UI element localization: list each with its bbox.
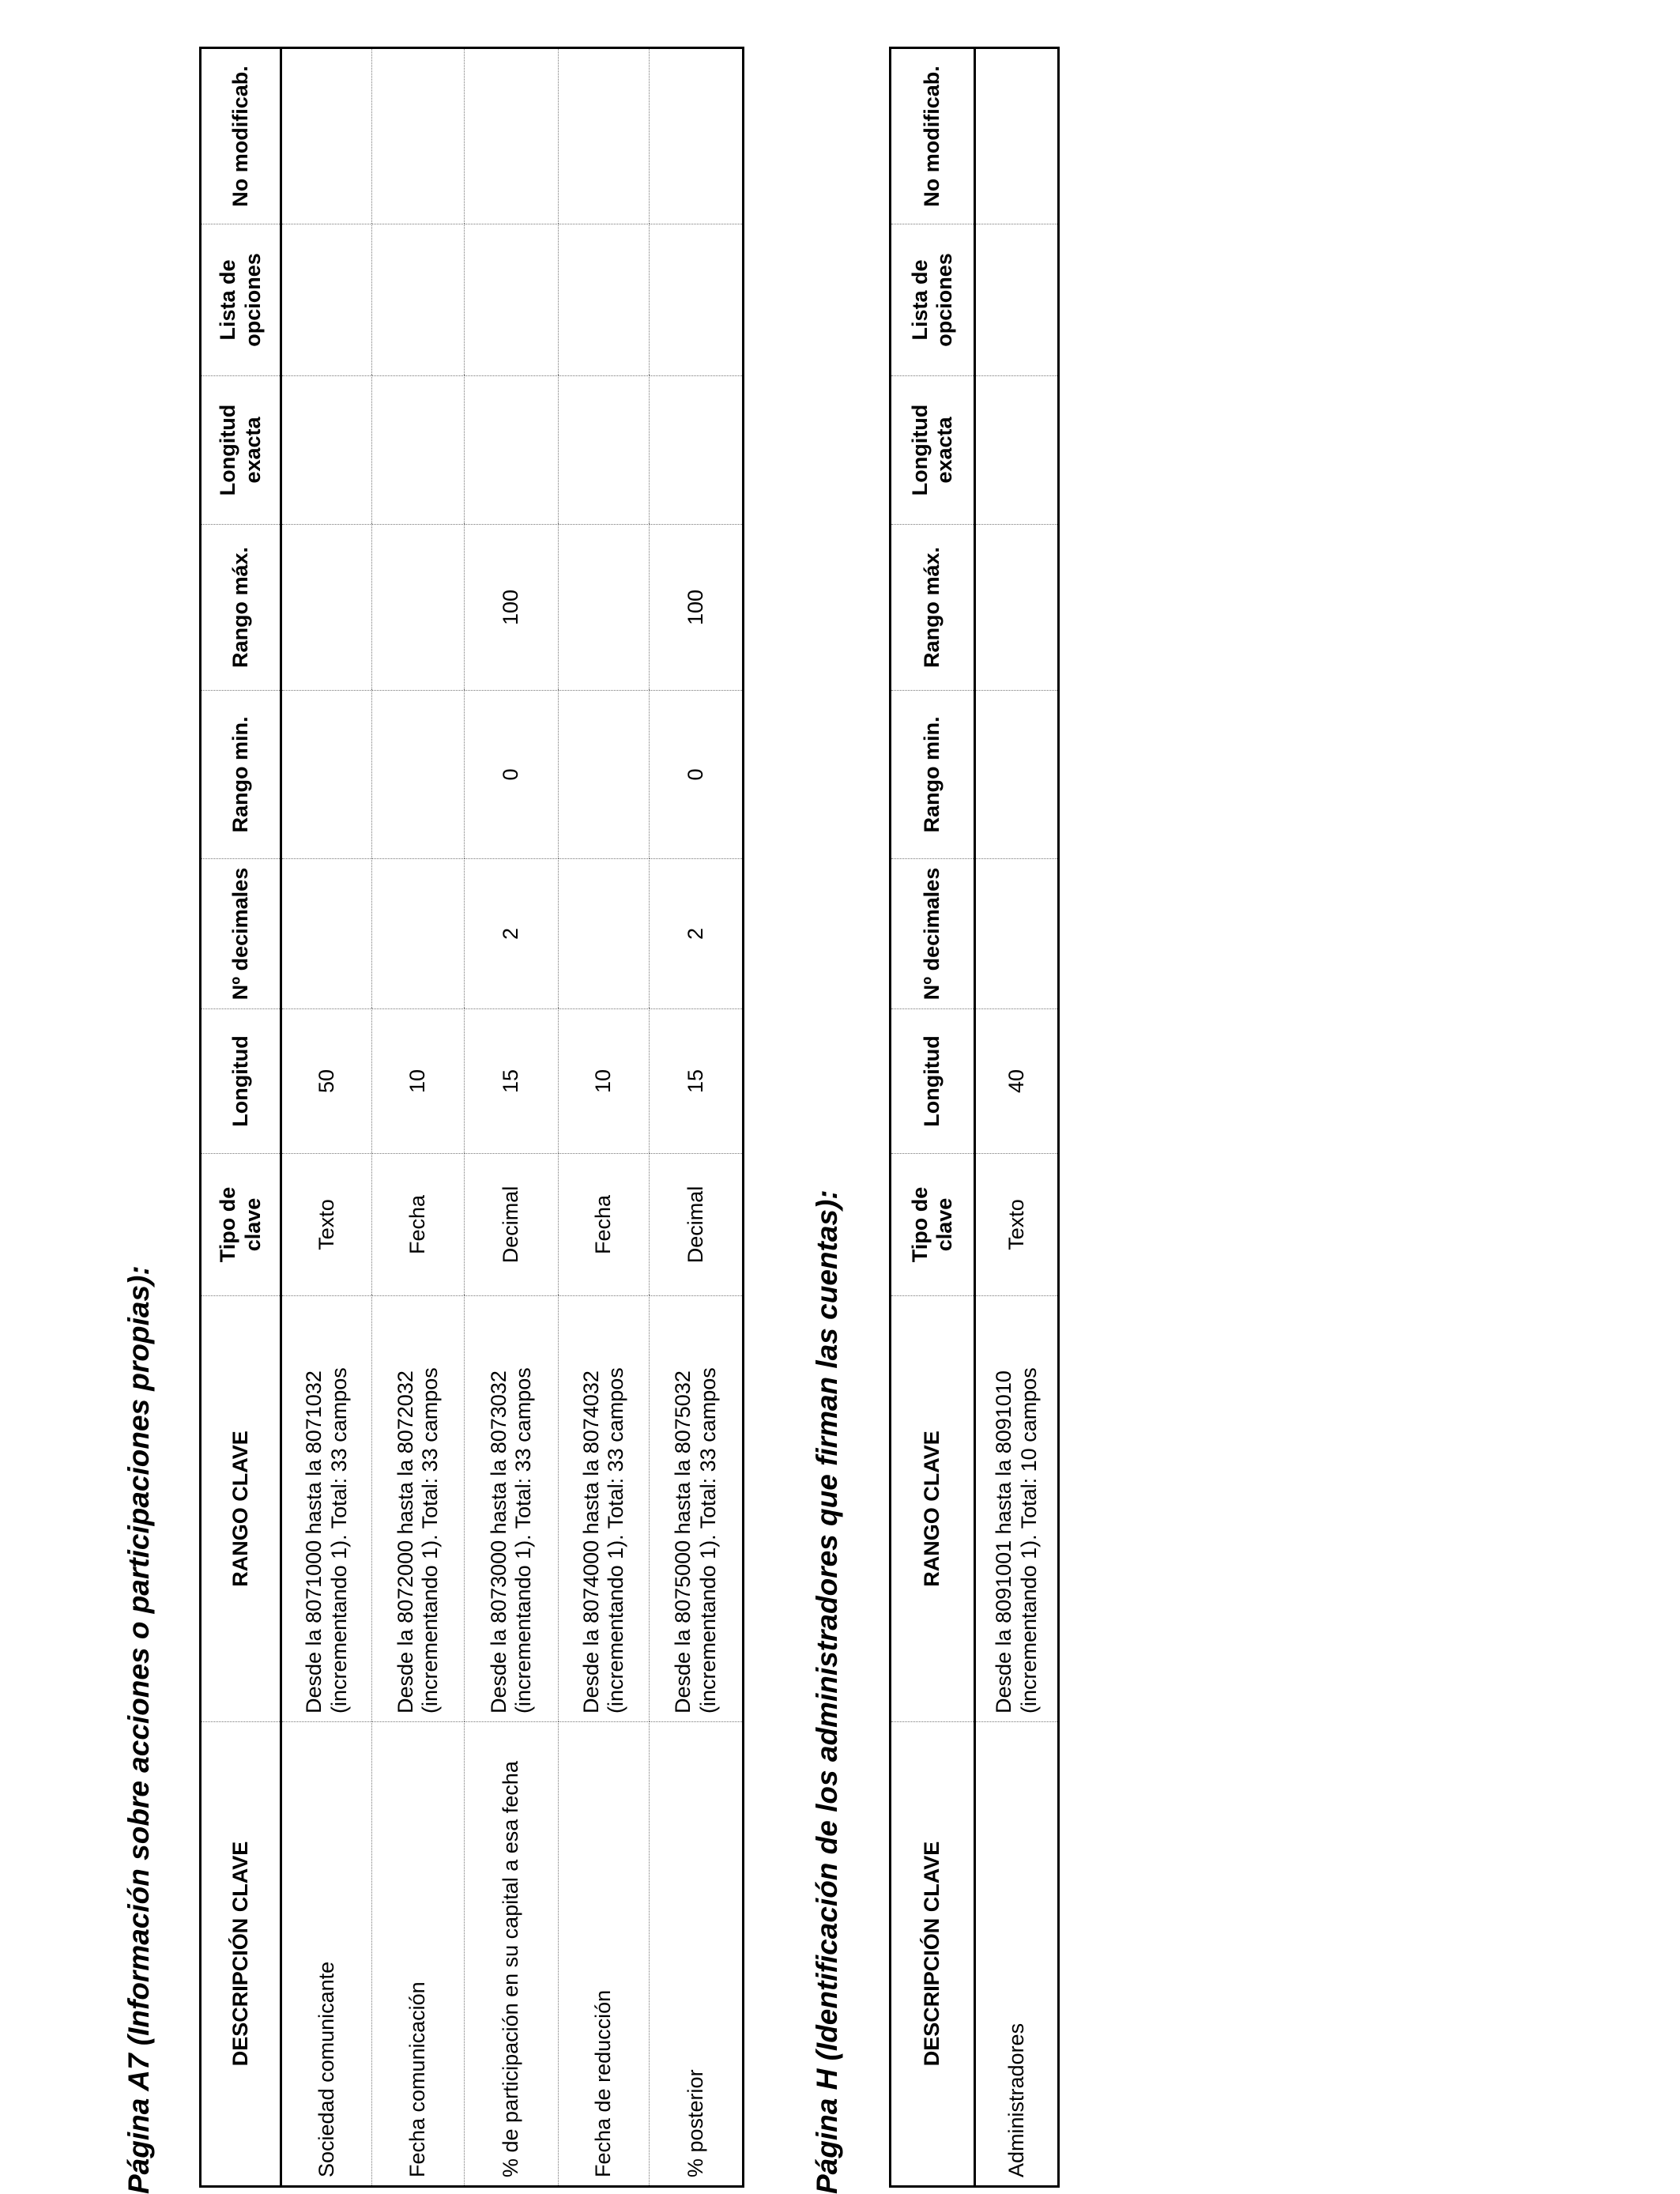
cell-longitud: 10 [372, 1009, 465, 1154]
section-h-title: Página H (Identificación de los administradores que firman las cuentas): [811, 1189, 843, 2194]
cell-descripcion: Administradores [975, 1722, 1059, 2187]
cell-descripcion: Sociedad comunicante [281, 1722, 372, 2187]
cell-lista [372, 224, 465, 376]
col-header-tipo-clave: Tipo de clave [891, 1154, 975, 1296]
cell-nomod [975, 48, 1059, 224]
cell-rango: Desde la 8075000 hasta la 8075032 (incrementando 1). Total: 33 campos [650, 1296, 744, 1722]
cell-lista [465, 224, 559, 376]
cell-rango: Desde la 8073000 hasta la 8073032 (incrementando 1). Total: 33 campos [465, 1296, 559, 1722]
table-row [281, 48, 372, 2187]
col-header-no-modificable: No modificab. [891, 48, 975, 224]
col-header-tipo-clave: Tipo de clave [201, 1154, 281, 1296]
cell-tipo: Fecha [372, 1154, 465, 1296]
cell-tipo: Fecha [559, 1154, 650, 1296]
cell-descripcion: % posterior [650, 1722, 744, 2187]
cell-max [975, 525, 1059, 691]
col-header-no-modificable: No modificab. [201, 48, 281, 224]
cell-exacta [650, 376, 744, 525]
section-a7-title: Página A7 (Información sobre acciones o participaciones propias): [122, 1265, 155, 2194]
cell-max [372, 525, 465, 691]
cell-longitud: 50 [281, 1009, 372, 1154]
cell-min [559, 691, 650, 859]
cell-longitud: 40 [975, 1009, 1059, 1154]
col-header-rango-max: Rango máx. [891, 525, 975, 691]
col-header-rango-clave: RANGO CLAVE [201, 1296, 281, 1722]
col-header-longitud: Longitud [891, 1009, 975, 1154]
section-a7-table [199, 47, 744, 2188]
cell-nomod [465, 48, 559, 224]
table-row [372, 48, 465, 2187]
col-header-rango-clave: RANGO CLAVE [891, 1296, 975, 1722]
cell-decimales [559, 859, 650, 1009]
cell-longitud: 15 [465, 1009, 559, 1154]
cell-descripcion: Fecha comunicación [372, 1722, 465, 2187]
col-header-decimales: Nº decimales [891, 859, 975, 1009]
cell-exacta [559, 376, 650, 525]
col-header-rango-min: Rango min. [201, 691, 281, 859]
cell-tipo: Texto [975, 1154, 1059, 1296]
cell-rango: Desde la 8091001 hasta la 8091010 (incrementando 1). Total: 10 campos [975, 1296, 1059, 1722]
cell-nomod [559, 48, 650, 224]
cell-decimales: 2 [650, 859, 744, 1009]
cell-decimales [281, 859, 372, 1009]
cell-rango: Desde la 8074000 hasta la 8074032 (incrementando 1). Total: 33 campos [559, 1296, 650, 1722]
col-header-rango-max: Rango máx. [201, 525, 281, 691]
cell-descripcion: % de participación en su capital a esa fecha [465, 1722, 559, 2187]
cell-decimales [372, 859, 465, 1009]
cell-max [281, 525, 372, 691]
cell-decimales: 2 [465, 859, 559, 1009]
cell-max [559, 525, 650, 691]
col-header-descripcion: DESCRIPCIÓN CLAVE [201, 1722, 281, 2187]
cell-nomod [372, 48, 465, 224]
col-header-lista-opciones: Lista de opciones [201, 224, 281, 376]
table-row [465, 48, 559, 2187]
col-header-decimales: Nº decimales [201, 859, 281, 1009]
cell-exacta [465, 376, 559, 525]
cell-min [975, 691, 1059, 859]
table-header-row [891, 48, 975, 2187]
cell-tipo: Decimal [650, 1154, 744, 1296]
section-h-table [889, 47, 1060, 2188]
table-row [975, 48, 1059, 2187]
cell-max: 100 [650, 525, 744, 691]
col-header-descripcion: DESCRIPCIÓN CLAVE [891, 1722, 975, 2187]
cell-min: 0 [465, 691, 559, 859]
cell-nomod [281, 48, 372, 224]
cell-exacta [281, 376, 372, 525]
table-header-row [201, 48, 281, 2187]
col-header-longitud-exacta: Longitud exacta [891, 376, 975, 525]
cell-lista [559, 224, 650, 376]
cell-descripcion: Fecha de reducción [559, 1722, 650, 2187]
cell-lista [281, 224, 372, 376]
table-row [559, 48, 650, 2187]
cell-min [372, 691, 465, 859]
cell-max: 100 [465, 525, 559, 691]
cell-lista [975, 224, 1059, 376]
table-row [650, 48, 744, 2187]
cell-tipo: Decimal [465, 1154, 559, 1296]
cell-min [281, 691, 372, 859]
cell-lista [650, 224, 744, 376]
cell-min: 0 [650, 691, 744, 859]
col-header-rango-min: Rango min. [891, 691, 975, 859]
col-header-lista-opciones: Lista de opciones [891, 224, 975, 376]
cell-rango: Desde la 8072000 hasta la 8072032 (incrementando 1). Total: 33 campos [372, 1296, 465, 1722]
col-header-longitud-exacta: Longitud exacta [201, 376, 281, 525]
cell-nomod [650, 48, 744, 224]
cell-exacta [372, 376, 465, 525]
cell-longitud: 15 [650, 1009, 744, 1154]
cell-longitud: 10 [559, 1009, 650, 1154]
cell-exacta [975, 376, 1059, 525]
cell-decimales [975, 859, 1059, 1009]
cell-tipo: Texto [281, 1154, 372, 1296]
cell-rango: Desde la 8071000 hasta la 8071032 (incrementando 1). Total: 33 campos [281, 1296, 372, 1722]
col-header-longitud: Longitud [201, 1009, 281, 1154]
